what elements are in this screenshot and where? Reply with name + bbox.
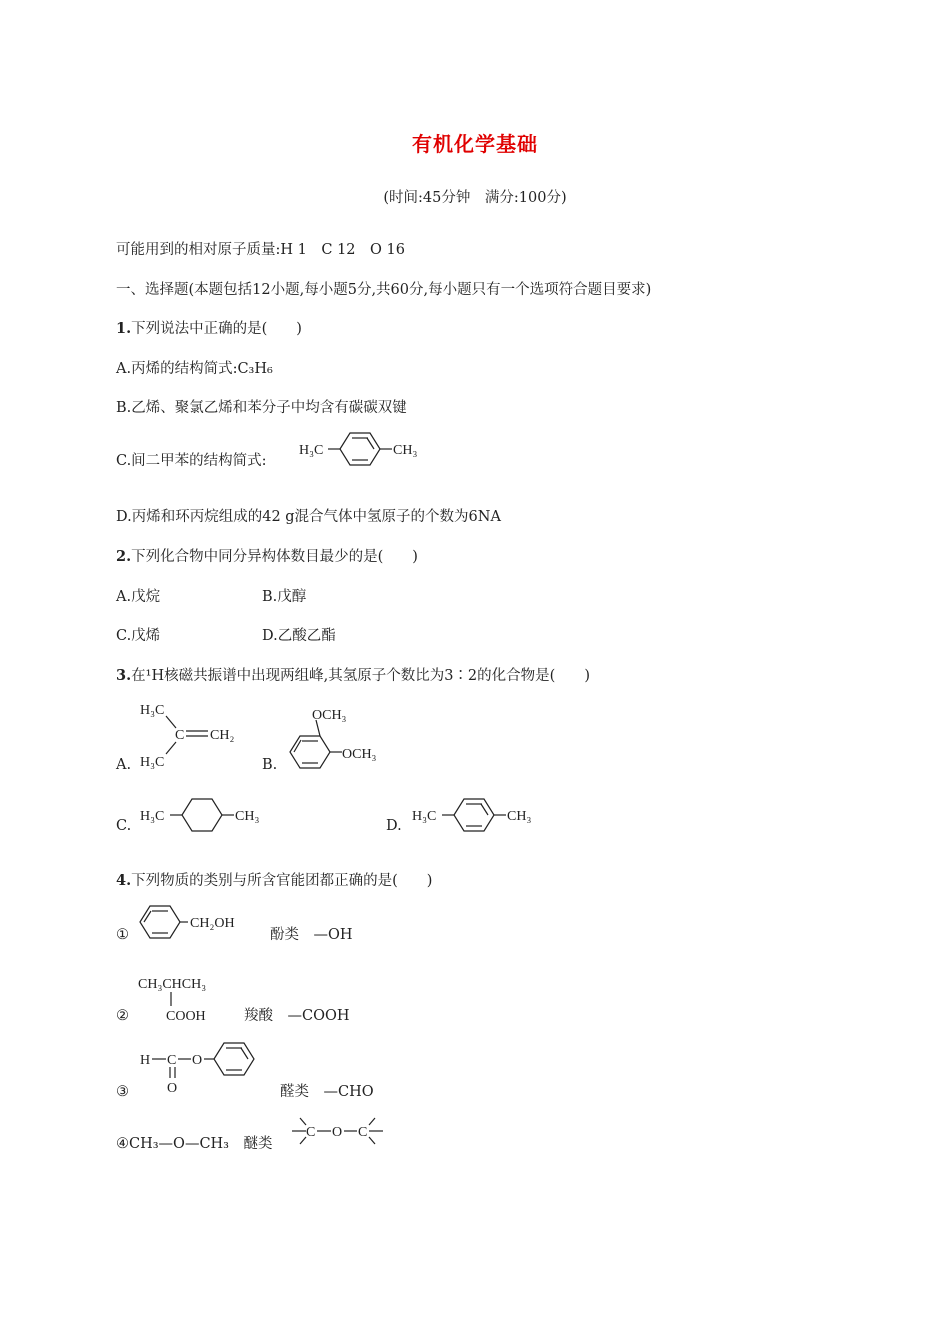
chem-label: OCH₃ (342, 747, 377, 762)
question-stem: 下列化合物中同分异构体数目最少的是( ) (131, 549, 418, 565)
q4-item-2-class: 羧酸 —COOH (244, 1008, 350, 1024)
page-title: 有机化学基础 (412, 132, 538, 156)
chem-label: C (175, 728, 185, 743)
q1-option-c: C.间二甲苯的结构简式: (116, 453, 267, 469)
chem-label: C (358, 1125, 368, 1140)
q4-benzyl-alcohol-structure (136, 902, 256, 944)
chem-label: H₃C (140, 703, 165, 718)
chem-label: CH₃CHCH₃ (138, 977, 207, 992)
chem-label: H₃C (412, 809, 437, 824)
chem-label: CH₃ (507, 809, 532, 824)
q4-item-2-marker: ② (116, 1008, 129, 1024)
chem-label: CH₂ (210, 728, 235, 743)
q4-item-1-marker: ① (116, 927, 129, 943)
question-stem: 下列物质的类别与所含官能团都正确的是( ) (131, 873, 433, 889)
question-number: 3. (116, 667, 132, 684)
chem-label: CH₃ (235, 809, 260, 824)
q2-option-d: D.乙酸乙酯 (262, 628, 336, 644)
q3c-dimethylcyclohexane-structure (136, 794, 266, 834)
q4-isobutyric-acid-structure (136, 970, 236, 1026)
q3a-isobutylene-structure (136, 698, 246, 772)
question-number: 2. (116, 548, 132, 565)
question-number: 1. (116, 320, 132, 337)
q4-item-1-class: 酚类 —OH (270, 927, 353, 943)
q4-item-3-class: 醛类 —CHO (280, 1084, 374, 1100)
question-1 (116, 319, 302, 339)
q3b-dimethoxybenzene-structure (284, 700, 394, 776)
q4-item-3-marker: ③ (116, 1084, 129, 1100)
chem-label: H (140, 1053, 151, 1068)
chem-label: C (167, 1053, 177, 1068)
chem-label: CH₃ (393, 443, 418, 458)
chem-label: OCH₃ (312, 708, 347, 723)
q3d-xylene-structure (408, 794, 538, 834)
question-number: 4. (116, 872, 132, 889)
chem-label: O (332, 1125, 343, 1140)
exam-subtitle: (时间:45分钟 满分:100分) (383, 190, 567, 206)
chem-label: COOH (166, 1009, 206, 1024)
q3-option-b-label: B. (262, 757, 278, 773)
chem-label: O (192, 1053, 203, 1068)
chem-label: CH₂OH (190, 916, 235, 931)
q1-option-a: A.丙烯的结构简式:C₃H₆ (116, 361, 273, 377)
question-3 (116, 666, 590, 686)
q3-option-a-label: A. (116, 757, 132, 773)
q1c-xylene-structure (296, 430, 426, 470)
q4-ether-group-structure (290, 1112, 390, 1152)
chem-label: H₃C (140, 809, 165, 824)
q2-option-b: B.戊醇 (262, 589, 307, 605)
section-heading: 一、选择题(本题包括12小题,每小题5分,共60分,每小题只有一个选项符合题目要求) (116, 282, 652, 298)
q4-item-4: ④CH₃—O—CH₃ 醚类 (116, 1136, 273, 1152)
q2-option-c: C.戊烯 (116, 628, 161, 644)
atomic-masses: 可能用到的相对原子质量:H 1 C 12 O 16 (116, 242, 405, 258)
q1-option-d: D.丙烯和环丙烷组成的42 g混合气体中氢原子的个数为6NA (116, 509, 501, 525)
q3-option-c-label: C. (116, 818, 132, 834)
question-4 (116, 871, 432, 891)
q2-option-a: A.戊烷 (116, 589, 161, 605)
chem-label: O (167, 1081, 178, 1096)
chem-label: C (306, 1125, 316, 1140)
q1-option-b: B.乙烯、聚氯乙烯和苯分子中均含有碳碳双键 (116, 400, 407, 416)
chem-label: H₃C (299, 443, 324, 458)
question-stem: 下列说法中正确的是( ) (131, 321, 302, 337)
chem-label: H₃C (140, 755, 165, 770)
question-2 (116, 547, 418, 567)
q4-phenyl-formate-structure (136, 1040, 266, 1100)
question-stem: 在¹H核磁共振谱中出现两组峰,其氢原子个数比为3∶2的化合物是( ) (131, 668, 590, 684)
q3-option-d-label: D. (386, 818, 402, 834)
